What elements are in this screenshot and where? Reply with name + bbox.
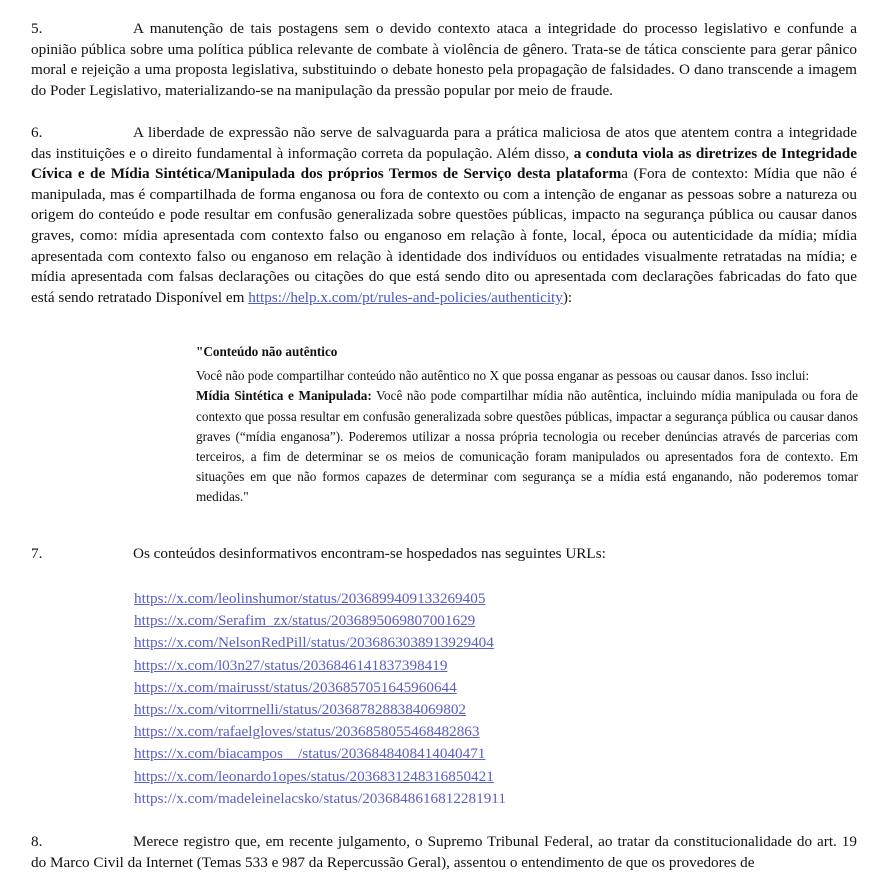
paragraph-7: [31, 544, 857, 565]
paragraph-text: Merece registro que, em recente julgamento, o Supremo Tribunal Federal, ao tratar da constitucionalidade do art. 19 do Marco Civil da Internet (Temas 533 e 987 da Repercussão Geral), assentou o entendimento de que os provedores de: [31, 833, 857, 871]
paragraph-text: a (Fora de contexto: Mídia que não é manipulada, mas é compartilhada de forma enganosa ou fora de contexto ou com a intenção de enganar as pessoas sobre a natureza ou origem do conteúdo e pode resultar em confusão generalizada sobre questões públicas, impacto na segurança pública ou causar danos graves, como: mídia apresentada com contexto falso ou enganoso em relação à fonte, local, época ou autenticidade da mídia; mídia apresentada com contexto falso ou enganoso em relação à identidade dos indivíduos ou entidades visualmente retratadas na mídia; e mídia apresentada com falsas declarações ou citações do que está sendo dito ou apresentada com declarações fabricadas do fato que está sendo retratado Disponível em: [31, 165, 857, 306]
url-link[interactable]: https://x.com/l03n27/status/2036846141837398419: [134, 656, 448, 674]
url-list: [134, 588, 506, 810]
paragraph-text: Os conteúdos desinformativos encontram-se hospedados nas seguintes URLs:: [133, 545, 606, 562]
paragraph-text: A liberdade de expressão não serve de salvaguarda para a prática maliciosa de atos que atentem contra a integridade das instituições e o direito fundamental à informação correta da população. Além disso,: [31, 124, 857, 162]
paragraph-5: [31, 19, 857, 101]
quote-intro: Você não pode compartilhar conteúdo não autêntico no X que possa enganar as pessoas ou causar danos. Isso inclui:: [196, 368, 810, 384]
paragraph-number: 7.: [31, 545, 43, 562]
paragraph-6: [31, 123, 857, 308]
url-link[interactable]: https://x.com/leolinshumor/status/2036899409133269405: [134, 590, 486, 607]
quote-title: "Conteúdo não autêntico: [196, 344, 338, 359]
url-link[interactable]: https://x.com/leonardo1opes/status/2036831248316850421: [134, 767, 494, 785]
url-link[interactable]: https://x.com/Serafim_zx/status/2036895069807001629: [134, 612, 476, 630]
paragraph-8: [31, 832, 857, 873]
url-link[interactable]: https://x.com/mairusst/status/2036857051645960644: [134, 678, 457, 696]
quote-bold-heading: Mídia Sintética e Manipulada:: [196, 388, 372, 404]
paragraph-number: 8.: [31, 833, 43, 850]
paragraph-text: A manutenção de tais postagens sem o devido contexto ataca a integridade do processo legislativo e confunde a opinião pública sobre uma política pública relevante de combate à violência de gênero. Trata-se de tática consciente para gerar pânico moral e rejeição a uma proposta legislativa, substituindo o debate honesto pela propagação de falsidades. O dano transcende a imagem do Poder Legislativo, materializando-se na manipulação da pressão popular por meio de fraude.: [31, 20, 857, 99]
quote-text: Você não pode compartilhar mídia não autêntica, incluindo mídia manipulada ou fora de contexto que possa resultar em confusão generalizada sobre questões públicas, impactar a segurança pública ou causar danos graves (“mídia enganosa”). Poderemos utilizar a nossa própria tecnologia ou receber denúncias através de parcerias com terceiros, a fim de determinar se os meios de comunicação foram manipulados ou apresentados fora de contexto. Em situações em que não formos capazes de determinar com segurança se a mídia está enganando, não poderemos tomar medidas.": [196, 388, 858, 505]
paragraph-number: 5.: [31, 20, 43, 37]
url-link[interactable]: https://x.com/biacampos__/status/2036848408414040471: [134, 745, 486, 763]
bold-text: a conduta viola as diretrizes de Integridade Cívica e de Mídia Sintética/Manipulada dos próprios Termos de Serviço desta plataform: [31, 144, 857, 183]
paragraph-number: 6.: [31, 124, 43, 141]
url-link[interactable]: https://x.com/rafaelgloves/status/2036858055468482863: [134, 723, 480, 741]
url-link[interactable]: https://x.com/vitorrnelli/status/2036878288384069802: [134, 701, 467, 719]
url-link[interactable]: https://x.com/madeleinelacsko/status/2036848616812281911: [134, 789, 506, 807]
paragraph-text: ):: [562, 288, 573, 306]
policy-quote: [196, 342, 858, 508]
url-link[interactable]: https://x.com/NelsonRedPill/status/2036863038913929404: [134, 634, 494, 652]
authenticity-policy-link[interactable]: https://help.x.com/pt/rules-and-policies/authenticity: [248, 288, 563, 306]
